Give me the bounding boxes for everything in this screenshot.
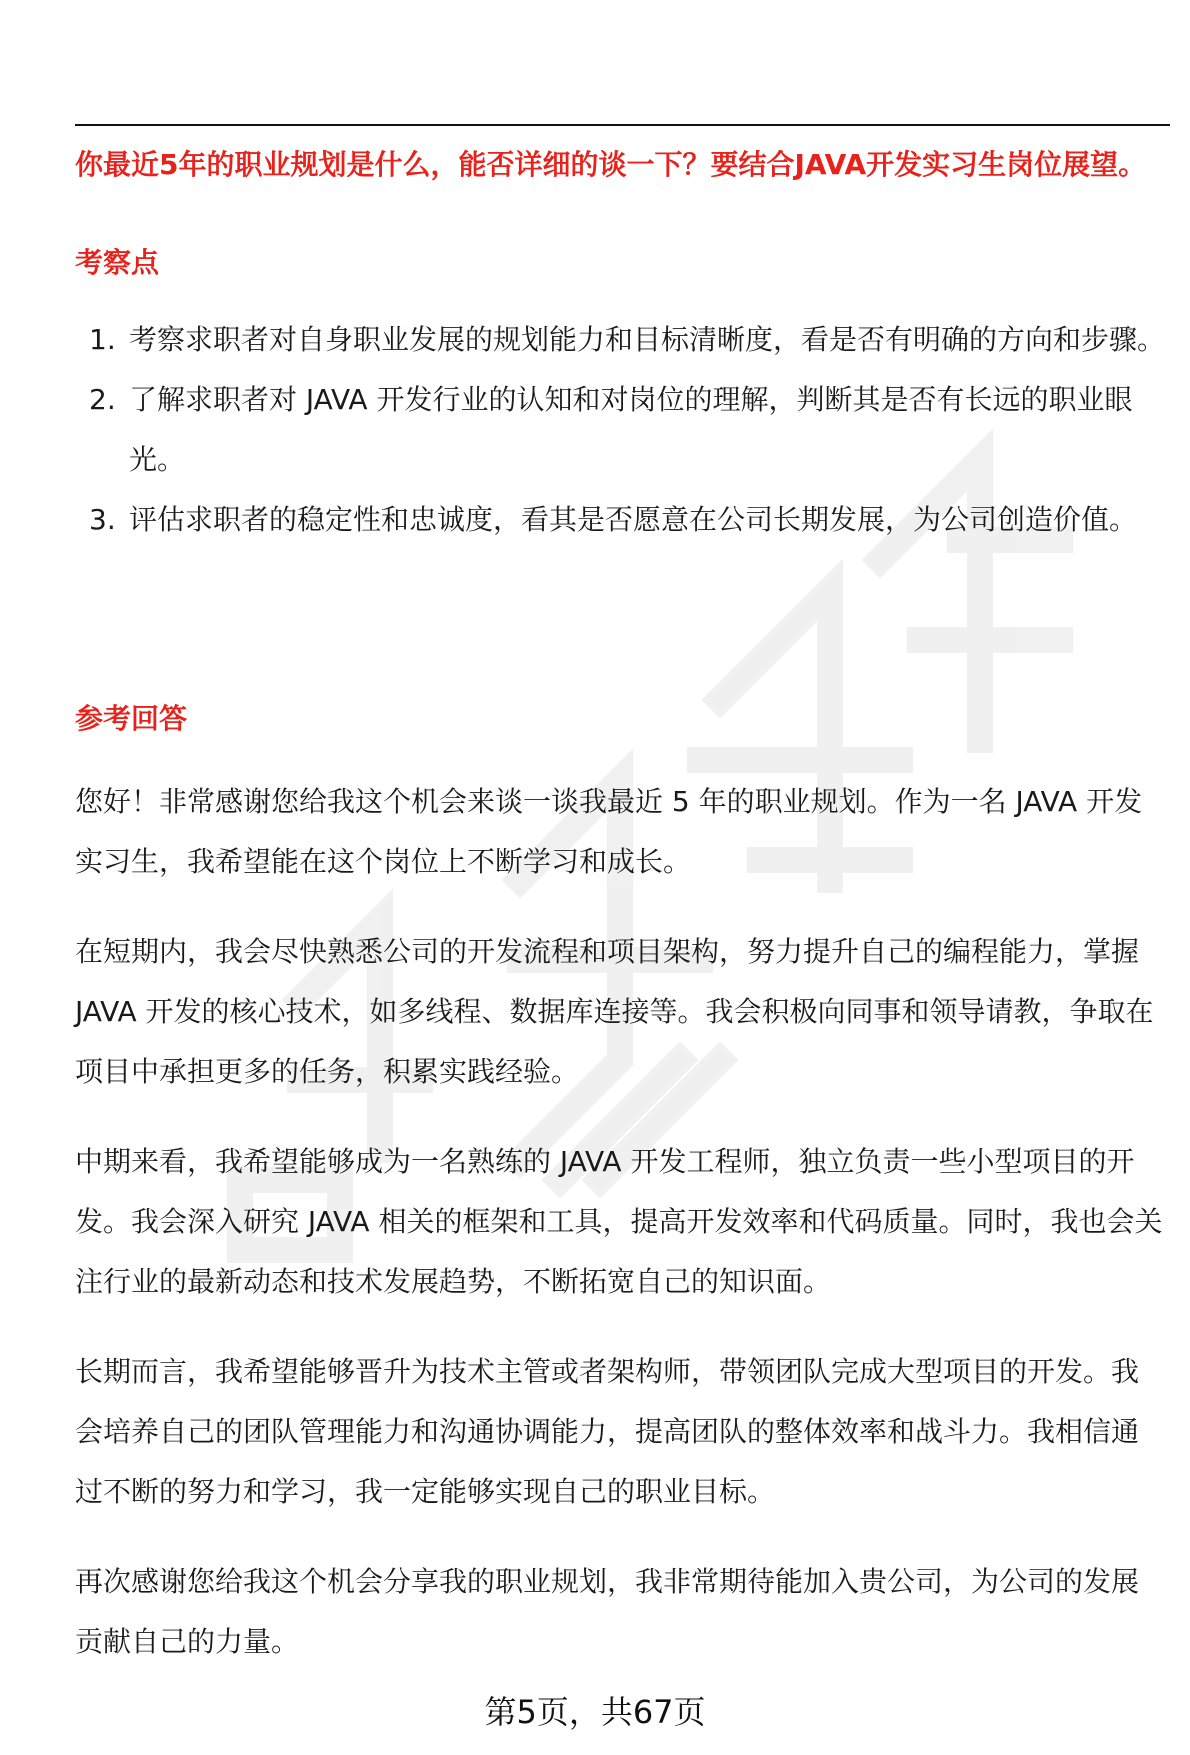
answer-paragraph: 您好！非常感谢您给我这个机会来谈一谈我最近 5 年的职业规划。作为一名 JAVA 开发实习生，我希望能在这个岗位上不断学习和成长。 — [75, 785, 1143, 878]
answer-paragraph: 中期来看，我希望能够成为一名熟练的 JAVA 开发工程师，独立负责一些小型项目的开发。我会深入研究 JAVA 相关的框架和工具，提高开发效率和代码质量。同时，我也会关注行业的最新动态和技术发展趋势，不断拓宽自己的知识面。 — [75, 1145, 1163, 1298]
exam-point-item — [75, 370, 1165, 490]
exam-point-number: 1. — [89, 323, 116, 356]
answer-paragraph: 长期而言，我希望能够晋升为技术主管或者架构师，带领团队完成大型项目的开发。我会培养自己的团队管理能力和沟通协调能力，提高团队的整体效率和战斗力。我相信通过不断的努力和学习，我一定能够实现自己的职业目标。 — [75, 1355, 1140, 1508]
exam-points-list — [75, 310, 1165, 550]
question-heading: 你最近5年的职业规划是什么，能否详细的谈一下？要结合JAVA开发实习生岗位展望。 — [75, 148, 1147, 181]
answer-paragraph: 再次感谢您给我这个机会分享我的职业规划，我非常期待能加入贵公司，为公司的发展贡献自己的力量。 — [75, 1565, 1140, 1658]
top-divider — [75, 124, 1170, 126]
exam-point-item — [75, 490, 1165, 550]
exam-point-number: 2. — [89, 383, 116, 416]
answer-paragraph: 在短期内，我会尽快熟悉公司的开发流程和项目架构，努力提升自己的编程能力，掌握 JAVA 开发的核心技术，如多线程、数据库连接等。我会积极向同事和领导请教，争取在项目中承担更多的任务，积累实践经验。 — [75, 935, 1154, 1088]
exam-point-text: 评估求职者的稳定性和忠诚度，看其是否愿意在公司长期发展，为公司创造价值。 — [129, 503, 1138, 536]
exam-point-number: 3. — [89, 503, 116, 536]
exam-point-item — [75, 310, 1165, 370]
exam-point-text: 考察求职者对自身职业发展的规划能力和目标清晰度，看是否有明确的方向和步骤。 — [129, 323, 1166, 356]
reference-answer-title: 参考回答 — [75, 702, 188, 735]
exam-point-text: 了解求职者对 JAVA 开发行业的认知和对岗位的理解，判断其是否有长远的职业眼光。 — [129, 383, 1133, 476]
page-number-footer: 第5页，共67页 — [484, 1693, 706, 1731]
exam-points-title: 考察点 — [75, 246, 160, 279]
